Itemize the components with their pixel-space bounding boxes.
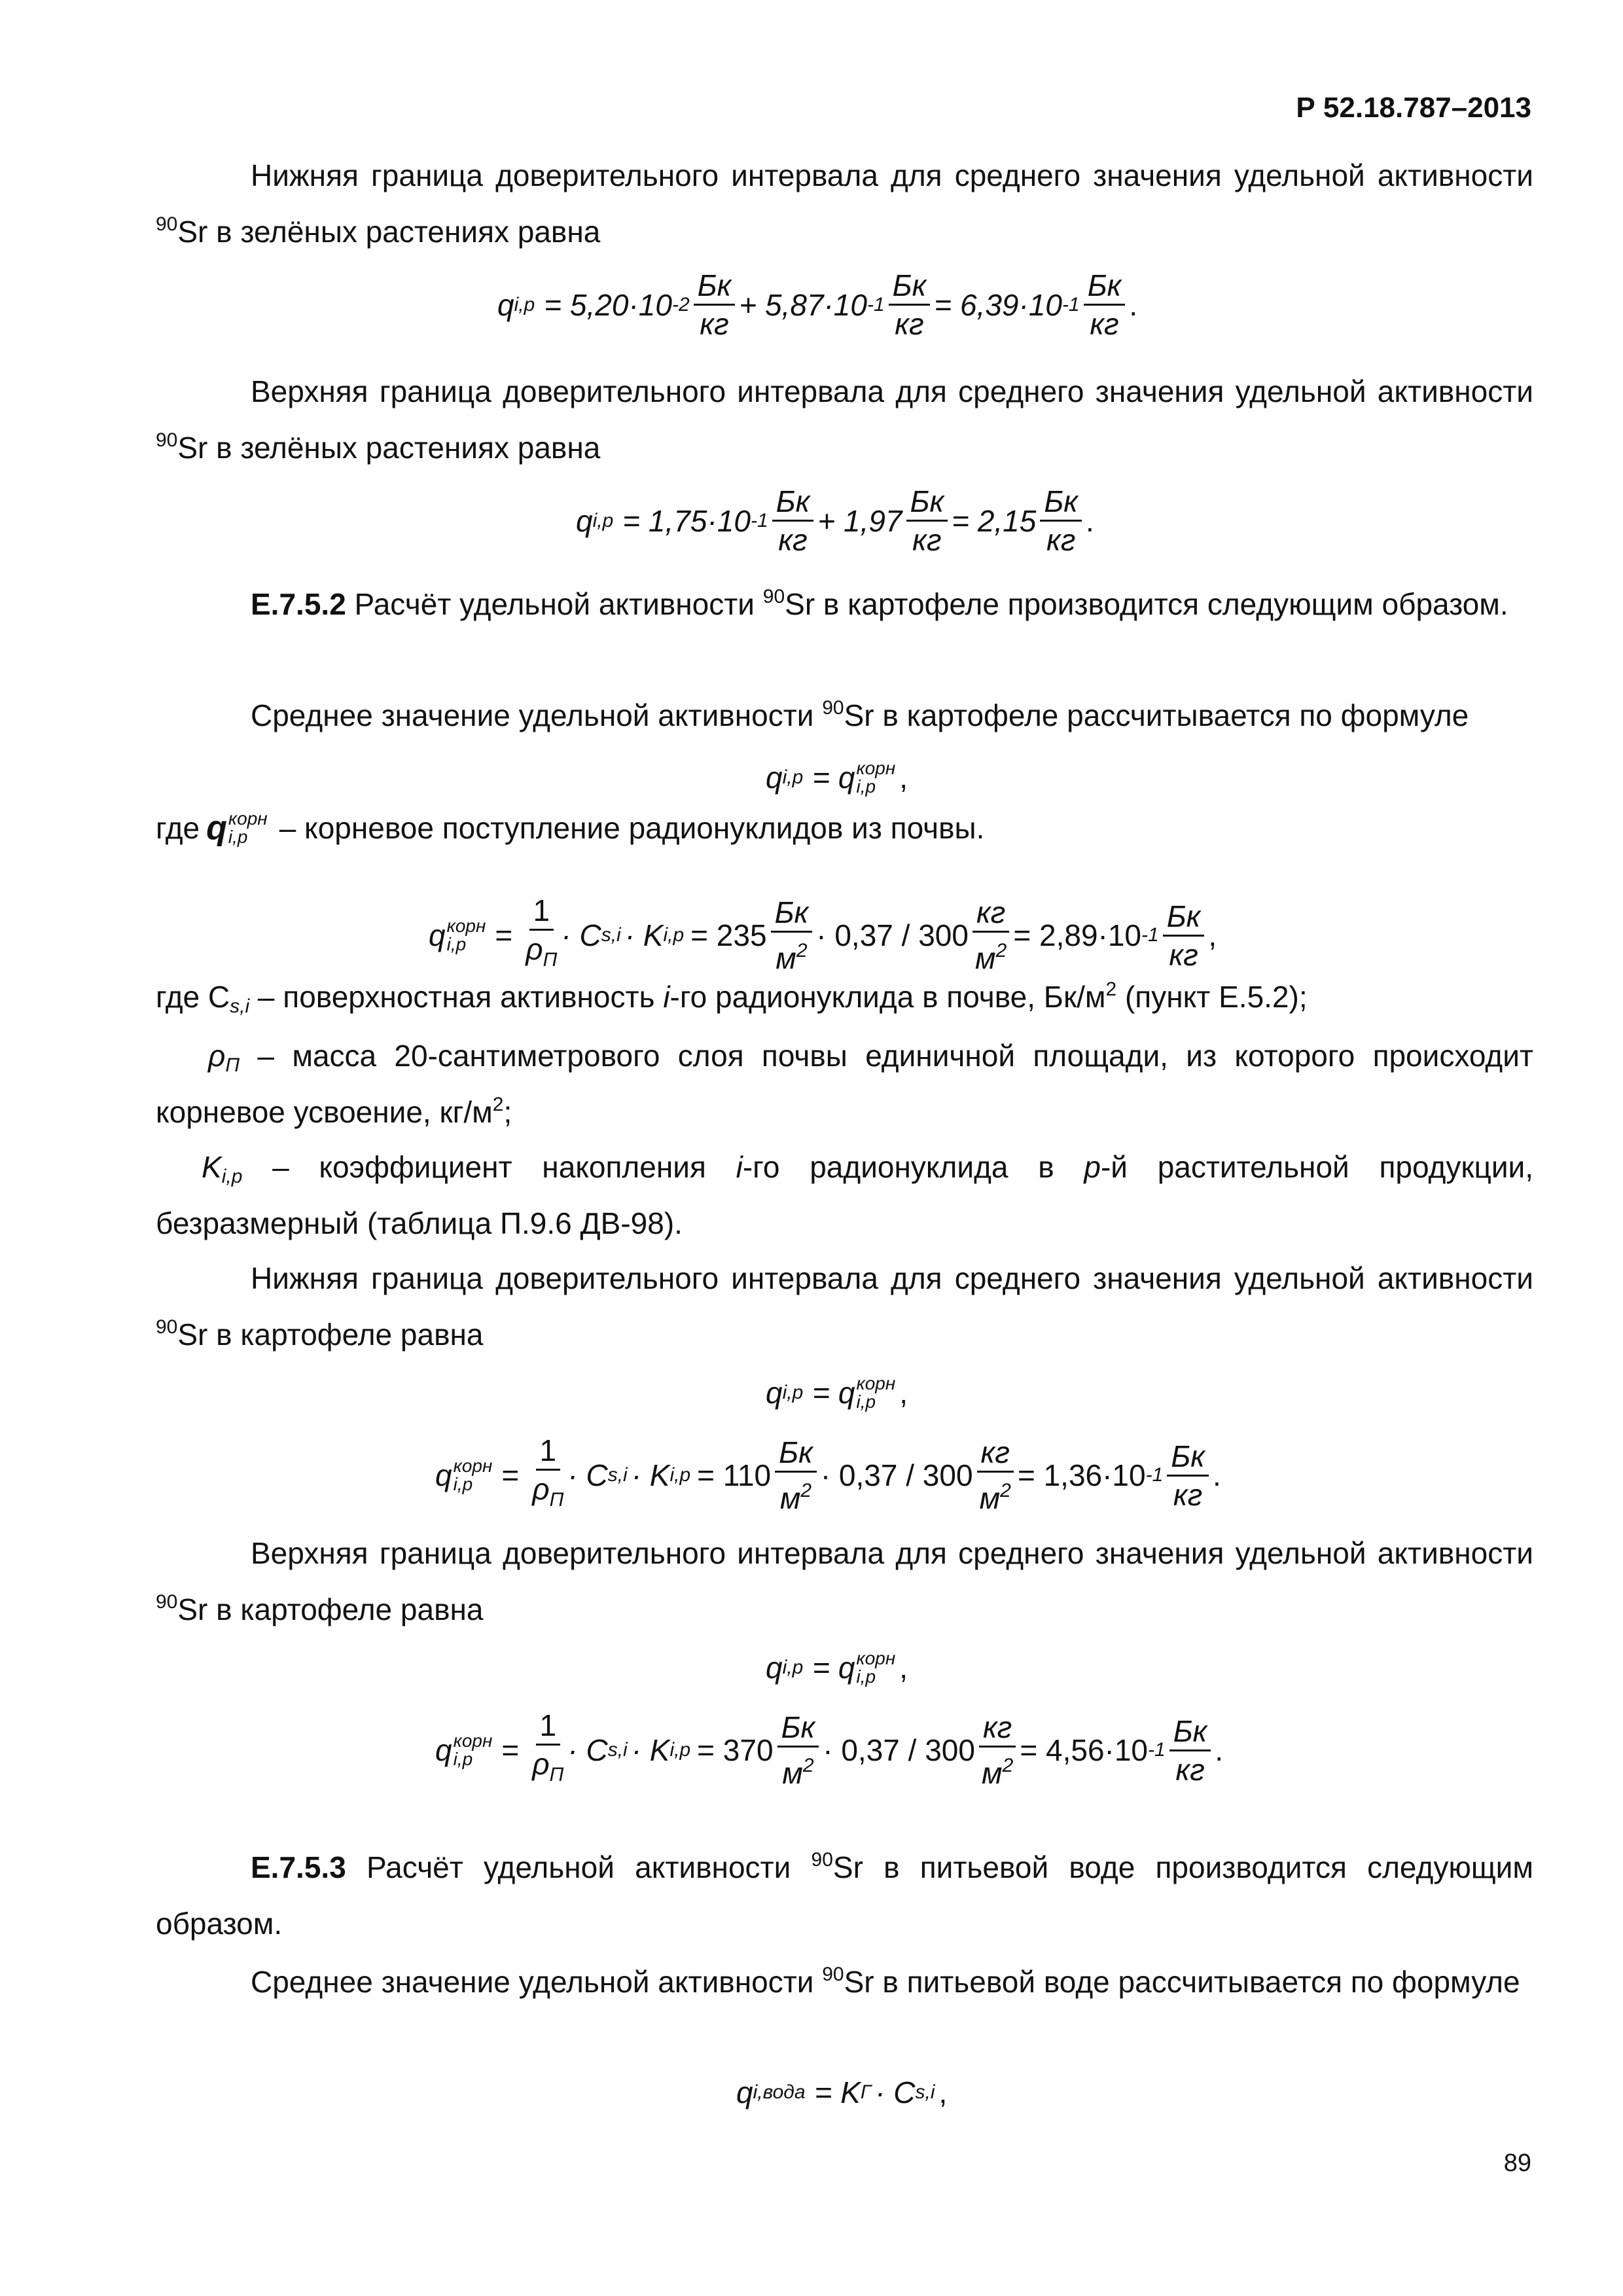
- exponent: -1: [1145, 1464, 1164, 1486]
- paragraph-text: Среднее значение удельной активности: [251, 698, 823, 732]
- unit-denominator: кг: [778, 523, 808, 557]
- formula-lower-potato-b: [435, 1433, 1221, 1517]
- subscript: i,p: [446, 934, 467, 954]
- unit-denominator: м: [779, 1481, 801, 1515]
- term: + 5,87·10: [739, 287, 867, 322]
- exponent: 2: [800, 1480, 812, 1501]
- document-code: Р 52.18.787–2013: [1296, 92, 1531, 124]
- unit-fraction: [972, 895, 1009, 975]
- unit-numerator: Бк: [771, 895, 813, 933]
- isotope-mass: 90: [156, 1316, 178, 1338]
- punctuation: .: [1129, 287, 1138, 322]
- unit-fraction: [906, 484, 948, 557]
- term: = 110: [697, 1458, 772, 1492]
- unit-denominator: кг: [1173, 1477, 1203, 1512]
- paragraph-root-intake-def: [156, 808, 984, 848]
- symbol-k: K: [202, 1150, 222, 1184]
- symbol-q: q: [766, 1376, 783, 1410]
- exponent: 2: [802, 1755, 814, 1776]
- isotope-mass: 90: [156, 213, 178, 235]
- paragraph-text: – корневое поступление радионуклидов из почвы.: [279, 811, 985, 845]
- paragraph-text: Нижняя граница доверительного интервала для среднего значения удельной активности: [251, 158, 1533, 192]
- term: = 6,39·10: [934, 287, 1063, 322]
- subscript: П: [549, 1764, 564, 1785]
- subscript: i,p: [782, 766, 804, 788]
- term: = K: [814, 2075, 861, 2109]
- isotope-mass: 90: [822, 697, 844, 719]
- paragraph-mean-potato: [156, 687, 1533, 744]
- formula-root-mean: [429, 893, 1217, 977]
- unit-denominator: кг: [700, 307, 729, 341]
- paragraph-text: ;: [503, 1095, 512, 1129]
- term: = 1,36·10: [1017, 1458, 1146, 1492]
- superscript: корн: [856, 758, 896, 778]
- formula-upper-bound-green: [576, 484, 1094, 557]
- unit-numerator: Бк: [1167, 1439, 1209, 1477]
- unit-numerator: Бк: [694, 268, 736, 306]
- unit-numerator: Бк: [772, 484, 814, 522]
- exponent: -1: [866, 293, 885, 315]
- paragraph-text: Sr в питьевой воде рассчитывается по формуле: [844, 1965, 1520, 1999]
- paragraph-surface-activity-def: [156, 969, 1308, 1025]
- index-i: i: [663, 980, 670, 1014]
- punctuation: ,: [899, 761, 908, 795]
- sup-sub-stack: [857, 1649, 896, 1686]
- symbol-q: q: [497, 287, 514, 322]
- section-number: Е.7.5.2: [251, 587, 346, 621]
- punctuation: ,: [938, 2075, 948, 2109]
- unit-denominator: м: [979, 1481, 1001, 1515]
- subscript: i,p: [856, 776, 876, 797]
- term: · 0,37 / 300: [820, 1458, 973, 1492]
- superscript: корн: [453, 1731, 493, 1751]
- unit-numerator: Бк: [1040, 484, 1082, 522]
- punctuation: ,: [1208, 918, 1217, 952]
- unit-denominator: м: [975, 941, 996, 975]
- sup-sub-stack: [857, 759, 896, 796]
- subscript: i,p: [514, 293, 535, 315]
- section-number: Е.7.5.3: [251, 1850, 346, 1884]
- paragraph-text: Расчёт удельной активности: [346, 587, 763, 621]
- index-p: р: [1084, 1150, 1101, 1184]
- punctuation: .: [1086, 503, 1094, 538]
- paragraph-accumulation-coef-def: [156, 1139, 1533, 1251]
- sup-sub-stack: [447, 917, 486, 954]
- symbol-q: q: [736, 2075, 753, 2109]
- unit-numerator: кг: [979, 1710, 1016, 1748]
- subscript: i,p: [856, 1391, 876, 1412]
- paragraph-section-e752: [156, 576, 1533, 632]
- unit-numerator: кг: [972, 895, 1009, 933]
- paragraph-lower-bound-potato: [156, 1250, 1533, 1363]
- symbol-q: q: [766, 761, 783, 795]
- term: · K: [631, 1733, 670, 1767]
- subscript: s,i: [915, 2081, 935, 2103]
- term: · C: [567, 1733, 608, 1767]
- unit-denominator: м: [776, 941, 796, 975]
- term: · 0,37 / 300: [823, 1733, 975, 1767]
- paragraph-lower-bound-green: [156, 147, 1533, 260]
- unit-denominator: кг: [912, 523, 942, 557]
- symbol-q: q: [435, 1733, 452, 1767]
- unit-denominator: кг: [1175, 1752, 1205, 1787]
- unit-fraction: [1084, 268, 1126, 341]
- paragraph-text: (пункт Е.5.2);: [1116, 980, 1308, 1014]
- exponent: 2: [492, 1094, 504, 1115]
- subscript: s,i: [607, 1739, 628, 1761]
- formula-mean-potato: [766, 759, 908, 796]
- unit-fraction: [1163, 899, 1205, 972]
- isotope-mass: 90: [811, 1849, 833, 1871]
- term: =: [501, 1733, 520, 1767]
- paragraph-text: Sr в зелёных растениях равна: [177, 215, 601, 249]
- subscript: П: [225, 1054, 240, 1076]
- term: = q: [812, 1376, 855, 1410]
- term: = 5,20·10: [544, 287, 672, 322]
- subscript: i,p: [663, 924, 685, 946]
- formula-lower-potato-a: [766, 1374, 908, 1411]
- unit-fraction: [1167, 1439, 1209, 1512]
- term: =: [501, 1458, 520, 1492]
- exponent: -1: [1141, 924, 1159, 946]
- rho-symbol: ρ: [526, 932, 543, 966]
- sup-sub-stack: [857, 1374, 896, 1411]
- symbol-q: q: [766, 1651, 783, 1685]
- paragraph-text: -го радионуклида в: [742, 1150, 1084, 1184]
- numerator: 1: [536, 1708, 561, 1746]
- subscript: i,p: [453, 1749, 473, 1769]
- formula-upper-potato-a: [766, 1649, 908, 1686]
- subscript: i,p: [782, 1657, 804, 1678]
- term: · K: [631, 1458, 670, 1492]
- punctuation: .: [1212, 1458, 1221, 1492]
- inverse-rho-fraction: [532, 1708, 563, 1792]
- exponent: 2: [1000, 1480, 1011, 1501]
- numerator: 1: [529, 893, 554, 931]
- subscript: i,p: [669, 1739, 691, 1761]
- subscript: i,p: [221, 1166, 243, 1187]
- exponent: -1: [1062, 293, 1080, 315]
- isotope-mass: 90: [156, 429, 178, 451]
- exponent: -1: [1148, 1739, 1166, 1761]
- exponent: 2: [995, 940, 1007, 961]
- unit-fraction: [777, 1710, 819, 1790]
- paragraph-text: Расчёт удельной активности: [346, 1850, 812, 1884]
- numerator: 1: [536, 1433, 561, 1471]
- unit-denominator: кг: [1169, 937, 1198, 972]
- exponent: 2: [796, 940, 808, 961]
- unit-numerator: Бк: [1163, 899, 1205, 937]
- superscript: корн: [856, 1373, 896, 1393]
- exponent: -2: [671, 293, 690, 315]
- unit-denominator: кг: [895, 307, 924, 341]
- paragraph-mean-water: [156, 1954, 1533, 2010]
- term: = 2,15: [952, 503, 1037, 538]
- rho-symbol: ρ: [532, 1747, 550, 1781]
- term: = 2,89·10: [1013, 918, 1142, 952]
- unit-numerator: Бк: [775, 1435, 817, 1473]
- paragraph-text: -го радионуклида в почве, Бк/м: [669, 980, 1106, 1014]
- paragraph-text: Верхняя граница доверительного интервала для среднего значения удельной активности: [251, 374, 1533, 408]
- sup-sub-stack: [454, 1457, 493, 1494]
- paragraph-text: Sr в картофеле производится следующим образом.: [785, 587, 1508, 621]
- exponent: -1: [750, 509, 768, 531]
- page-number: 89: [1503, 2149, 1531, 2177]
- term: = 370: [697, 1733, 774, 1767]
- subscript: i,p: [669, 1464, 691, 1486]
- exponent: 2: [1105, 978, 1117, 1000]
- unit-numerator: Бк: [889, 268, 931, 306]
- superscript: корн: [228, 808, 268, 829]
- formula-lower-bound-green: [497, 268, 1137, 341]
- paragraph-text: – масса 20-сантиметрового слоя почвы единичной площади, из которого происходит корневое усвоение, кг/м: [156, 1039, 1533, 1129]
- paragraph-text: Sr в картофеле рассчитывается по формуле: [844, 698, 1469, 732]
- symbol-q: q: [429, 918, 446, 952]
- unit-numerator: Бк: [1169, 1714, 1211, 1751]
- subscript: i,p: [228, 827, 248, 847]
- unit-fraction: [694, 268, 736, 341]
- unit-fraction: [977, 1435, 1014, 1515]
- unit-fraction: [771, 895, 813, 975]
- inverse-rho-fraction: [526, 893, 557, 977]
- superscript: корн: [446, 916, 486, 936]
- unit-fraction: [772, 484, 814, 557]
- paragraph-text: Sr в картофеле равна: [177, 1318, 484, 1352]
- subscript: Г: [860, 2081, 872, 2103]
- rho-symbol: ρ: [208, 1039, 226, 1073]
- unit-numerator: кг: [977, 1435, 1014, 1473]
- superscript: корн: [856, 1648, 896, 1668]
- term: = 235: [690, 918, 767, 952]
- unit-numerator: Бк: [1084, 268, 1126, 306]
- term: = 1,75·10: [622, 503, 751, 538]
- term: · C: [875, 2075, 916, 2109]
- formula-mean-water: [736, 2075, 947, 2110]
- paragraph-text: Sr в зелёных растениях равна: [177, 431, 601, 465]
- paragraph-text: Sr в картофеле равна: [177, 1592, 484, 1626]
- term: = q: [812, 1651, 855, 1685]
- paragraph-soil-mass-def: [156, 1028, 1533, 1140]
- subscript: i,p: [782, 1382, 804, 1403]
- term: · K: [624, 918, 664, 952]
- inverse-rho-fraction: [532, 1433, 563, 1517]
- paragraph-text: – поверхностная активность: [249, 980, 664, 1014]
- rho-symbol: ρ: [532, 1472, 550, 1506]
- symbol-q: q: [576, 503, 593, 538]
- unit-numerator: Бк: [906, 484, 948, 522]
- unit-denominator: кг: [1046, 523, 1076, 557]
- unit-denominator: кг: [1090, 307, 1119, 341]
- punctuation: ,: [899, 1376, 908, 1410]
- unit-denominator: м: [982, 1756, 1003, 1790]
- symbol-q: q: [206, 809, 227, 847]
- unit-fraction: [1040, 484, 1082, 557]
- paragraph-text: Среднее значение удельной активности: [251, 1965, 823, 1999]
- isotope-mass: 90: [762, 586, 785, 607]
- punctuation: .: [1215, 1733, 1224, 1767]
- subscript: П: [549, 1489, 564, 1511]
- formula-upper-potato-b: [435, 1708, 1223, 1792]
- paragraph-text: Sr в питьевой воде производится следующим образом.: [156, 1850, 1534, 1941]
- index-i: i: [736, 1150, 743, 1184]
- unit-denominator: м: [782, 1756, 803, 1790]
- term: · 0,37 / 300: [816, 918, 969, 952]
- paragraph-text: Верхняя граница доверительного интервала для среднего значения удельной активности: [251, 1536, 1533, 1570]
- term: =: [495, 918, 513, 952]
- paragraph-text: где C: [156, 980, 230, 1014]
- term: · C: [567, 1458, 608, 1492]
- subscript: i,p: [592, 509, 614, 531]
- subscript: i,вода: [753, 2081, 806, 2103]
- punctuation: ,: [899, 1651, 908, 1685]
- sup-sub-stack: [228, 810, 268, 846]
- unit-numerator: Бк: [777, 1710, 819, 1748]
- unit-fraction: [979, 1710, 1016, 1790]
- subscript: s,i: [230, 996, 250, 1017]
- term: = q: [812, 761, 855, 795]
- paragraph-text: Нижняя граница доверительного интервала для среднего значения удельной активности: [251, 1261, 1533, 1295]
- subscript: П: [543, 949, 558, 971]
- isotope-mass: 90: [822, 1964, 844, 1985]
- paragraph-upper-bound-green: [156, 363, 1533, 476]
- unit-fraction: [889, 268, 931, 341]
- term: = 4,56·10: [1020, 1733, 1149, 1767]
- term: · C: [561, 918, 601, 952]
- exponent: 2: [1002, 1755, 1014, 1776]
- unit-fraction: [775, 1435, 817, 1515]
- isotope-mass: 90: [156, 1591, 178, 1613]
- paragraph-text: где: [156, 811, 200, 845]
- paragraph-upper-bound-potato: [156, 1525, 1533, 1638]
- superscript: корн: [453, 1456, 493, 1476]
- subscript: i,p: [856, 1666, 876, 1687]
- symbol-q: q: [435, 1458, 452, 1492]
- term: + 1,97: [817, 503, 902, 538]
- paragraph-text: -й растительной продукции, безразмерный (таблица П.9.6 ДВ-98).: [156, 1150, 1533, 1240]
- sup-sub-stack: [454, 1732, 493, 1768]
- subscript: s,i: [601, 924, 621, 946]
- paragraph-text: – коэффициент накопления: [242, 1150, 736, 1184]
- paragraph-section-e753: [156, 1839, 1533, 1952]
- subscript: i,p: [453, 1474, 473, 1494]
- subscript: s,i: [607, 1464, 628, 1486]
- unit-fraction: [1169, 1714, 1211, 1787]
